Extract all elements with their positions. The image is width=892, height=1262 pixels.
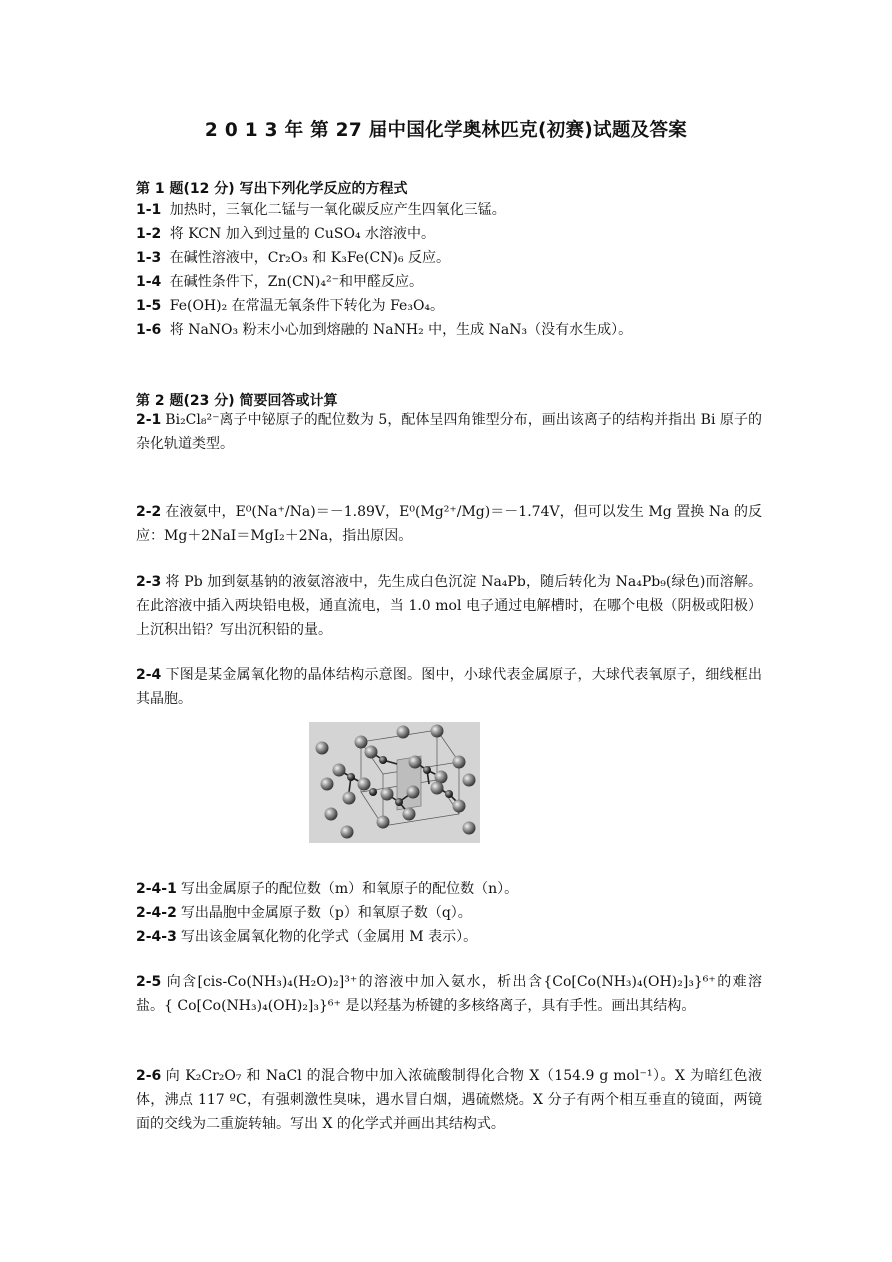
item-text: 在碱性溶液中，Cr₂O₃ 和 K₃Fe(CN)₆ 反应。 <box>169 250 451 266</box>
item-number: 2-1 <box>136 412 162 428</box>
q1-item <box>136 246 762 270</box>
item-number: 1-6 <box>136 322 162 338</box>
item-text: 将 Pb 加到氨基钠的液氨溶液中，先生成白色沉淀 Na₄Pb，随后转化为 Na₄Pb₉(绿色)而溶解。在此溶液中插入两块铅电极，通直流电，当 1.0 mol 电子通过电解槽时，在哪个电极（阴极或阳极）上沉积出铅？写出沉积铅的量。 <box>136 574 762 638</box>
q2-4-1-line <box>136 877 762 901</box>
q1-item <box>136 318 762 342</box>
q1-item <box>136 270 762 294</box>
q2-4-2-line <box>136 901 762 925</box>
item-number: 2-5 <box>136 974 162 990</box>
item-number: 2-4-1 <box>136 881 177 897</box>
q2-heading: 第 2 题(23 分) 简要回答或计算 <box>136 393 338 409</box>
item-text: 将 NaNO₃ 粉末小心加到熔融的 NaNH₂ 中，生成 NaN₃（没有水生成）。 <box>169 322 633 338</box>
item-text: 写出晶胞中金属原子数（p）和氧原子数（q）。 <box>180 905 472 921</box>
item-text: 加热时，三氧化二锰与一氧化碳反应产生四氧化三锰。 <box>169 202 506 218</box>
item-number: 1-3 <box>136 250 162 266</box>
q2-4-3-line <box>136 925 762 949</box>
item-text: 向 K₂Cr₂O₇ 和 NaCl 的混合物中加入浓硫酸制得化合物 X（154.9 g mol⁻¹）。X 为暗红色液体，沸点 117 ºC，有强刺激性臭味，遇水冒白烟，遇硫燃烧。X 分子有两个相互垂直的镜面，两镜面的交线为二重旋转轴。写出 X 的化学式并画出其结构式。 <box>136 1068 762 1132</box>
q1-item <box>136 222 762 246</box>
item-text: Bi₂Cl₈²⁻离子中铋原子的配位数为 5，配体呈四角锥型分布，画出该离子的结构并指出 Bi 原子的杂化轨道类型。 <box>136 412 762 452</box>
item-text: 将 KCN 加入到过量的 CuSO₄ 水溶液中。 <box>169 226 436 242</box>
q1-item <box>136 294 762 318</box>
q2-5-paragraph <box>136 970 762 1018</box>
item-text: 写出金属原子的配位数（m）和氧原子的配位数（n）。 <box>180 881 519 897</box>
item-text: 在碱性条件下，Zn(CN)₄²⁻和甲醛反应。 <box>169 274 423 290</box>
q2-6-paragraph <box>136 1064 762 1136</box>
q2-2-paragraph <box>136 500 762 548</box>
item-number: 2-2 <box>136 504 162 520</box>
item-number: 1-5 <box>136 298 162 314</box>
item-text: 在液氨中，E⁰(Na⁺/Na)＝－1.89V，E⁰(Mg²⁺/Mg)＝－1.74V，但可以发生 Mg 置换 Na 的反应：Mg＋2NaI＝MgI₂＋2Na，指出原因。 <box>136 504 762 544</box>
item-number: 2-4-2 <box>136 905 177 921</box>
q2-1-paragraph <box>136 408 762 456</box>
item-number: 2-4 <box>136 667 162 683</box>
figure-background <box>309 722 480 843</box>
item-number: 2-6 <box>136 1068 162 1084</box>
item-number: 1-2 <box>136 226 162 242</box>
page-title: 2 0 1 3 年 第 27 届中国化学奥林匹克(初赛)试题及答案 <box>204 120 688 141</box>
q2-3-paragraph <box>136 570 762 642</box>
item-number: 2-4-3 <box>136 929 177 945</box>
item-text: 向含[cis-Co(NH₃)₄(H₂O)₂]³⁺的溶液中加入氨水，析出含{Co[Co(NH₃)₄(OH)₂]₃}⁶⁺的难溶盐。{ Co[Co(NH₃)₄(OH)₂]₃}⁶⁺ 是以羟基为桥键的多核络离子，具有手性。画出其结构。 <box>136 974 762 1014</box>
q1-item <box>136 198 762 222</box>
item-number: 2-3 <box>136 574 162 590</box>
item-text: 下图是某金属氧化物的晶体结构示意图。图中，小球代表金属原子，大球代表氧原子，细线框出其晶胞。 <box>136 667 762 707</box>
item-text: Fe(OH)₂ 在常温无氧条件下转化为 Fe₃O₄。 <box>169 298 445 314</box>
item-number: 1-4 <box>136 274 162 290</box>
crystal-structure-figure <box>309 722 480 843</box>
q2-4-paragraph <box>136 663 762 711</box>
item-text: 写出该金属氧化物的化学式（金属用 M 表示）。 <box>180 929 478 945</box>
item-number: 1-1 <box>136 202 162 218</box>
q1-heading: 第 1 题(12 分) 写出下列化学反应的方程式 <box>136 181 408 197</box>
